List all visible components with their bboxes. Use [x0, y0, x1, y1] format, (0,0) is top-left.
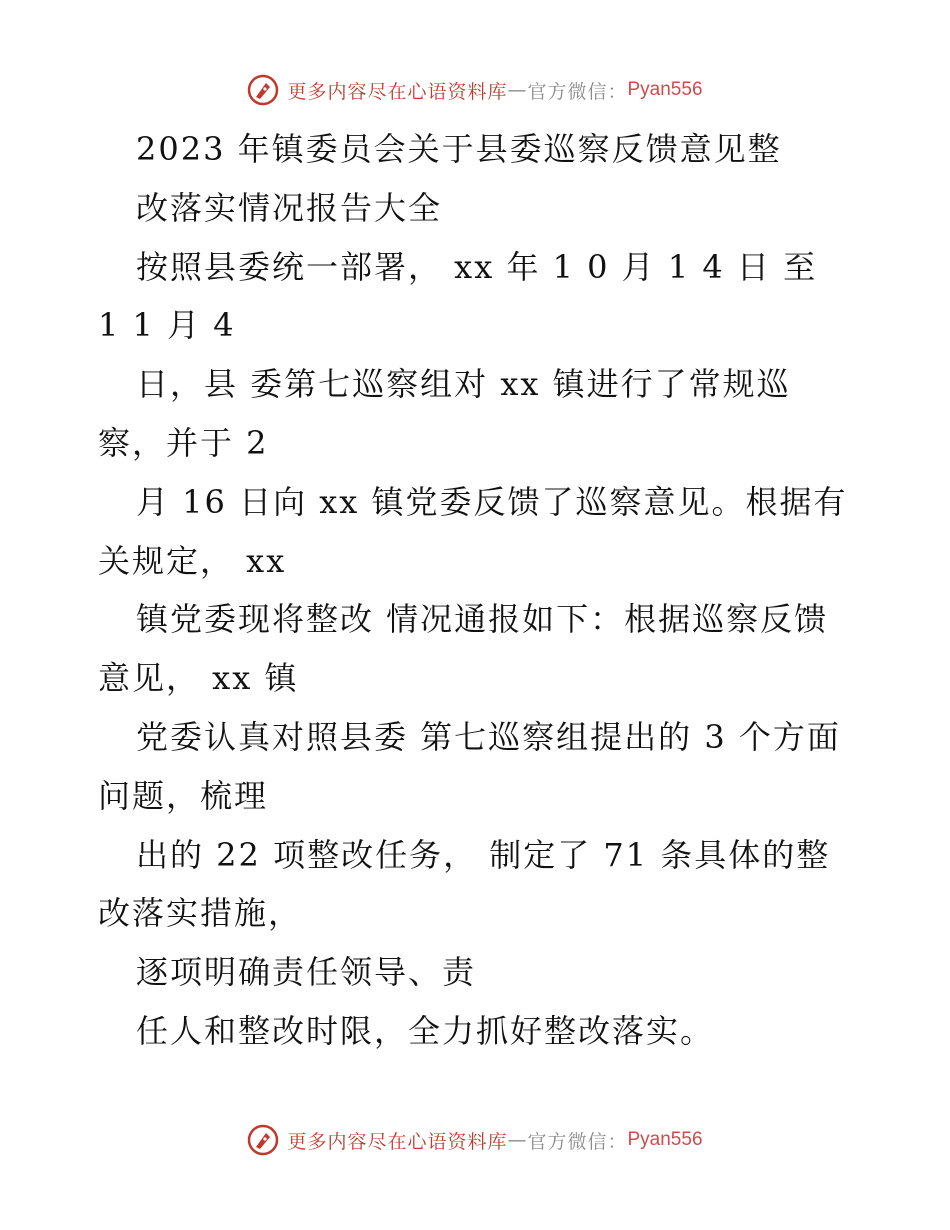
watermark-wechat-id: Pyan556 — [627, 1129, 703, 1150]
document-title-line-2: 改落实情况报告大全 — [136, 188, 443, 227]
footer-watermark — [0, 1120, 950, 1160]
paragraph-line: 1 1 月 4 — [98, 306, 236, 345]
watermark-dash: — — [507, 79, 528, 101]
paragraph-line: 按照县委统一部署， xx 年 1 0 月 1 4 日 至 — [136, 247, 818, 286]
paragraph-line: 改落实措施， — [98, 894, 303, 933]
paragraph-line: 任人和整改时限，全力抓好整改落实。 — [136, 1011, 715, 1050]
watermark-main-text: 更多内容尽在心语资料库 — [287, 80, 508, 103]
document-title-line-1: 2023 年镇委员会关于县委巡察反馈意见整 — [136, 130, 782, 168]
paragraph-line: 意见， xx 镇 — [98, 659, 299, 698]
watermark-main-text: 更多内容尽在心语资料库 — [287, 1130, 508, 1153]
paragraph-line: 月 16 日向 xx 镇党委反馈了巡察意见。根据有 — [136, 482, 848, 521]
paragraph-line: 察，并于 2 — [98, 423, 269, 462]
paragraph-line: 逐项明确责任领导、责 — [136, 953, 477, 992]
pen-nib-logo-icon — [247, 74, 279, 106]
watermark-dash: — — [507, 1129, 528, 1151]
header-watermark — [0, 70, 950, 110]
paragraph-line: 镇党委现将整改 情况通报如下：根据巡察反馈 — [136, 600, 829, 639]
watermark-wechat-id: Pyan556 — [627, 79, 703, 100]
paragraph-line: 出的 22 项整改任务， 制定了 71 条具体的整 — [136, 835, 831, 874]
document-body — [98, 120, 858, 1061]
watermark-sub-text: 官方微信： — [527, 1130, 628, 1153]
paragraph-line: 关规定， xx — [98, 541, 287, 580]
paragraph-line: 日，县 委第七巡察组对 xx 镇进行了常规巡 — [136, 365, 791, 404]
watermark-sub-text: 官方微信： — [527, 80, 628, 103]
paragraph-line: 党委认真对照县委 第七巡察组提出的 3 个方面 — [136, 717, 841, 756]
paragraph-line: 问题，梳理 — [98, 776, 269, 815]
pen-nib-logo-icon — [247, 1124, 279, 1156]
